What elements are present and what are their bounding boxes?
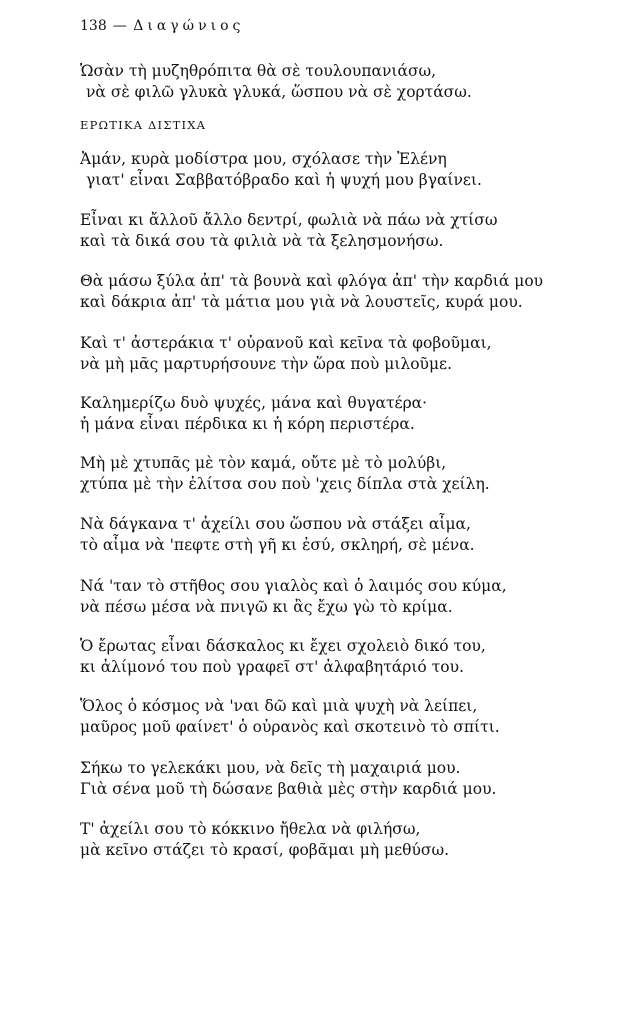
couplet-5 (80, 393, 620, 435)
couplet-11 (80, 758, 620, 800)
couplet-line-1: Καὶ τ' ἀστεράκια τ' οὐρανοῦ καὶ κεῖνα τὰ φοβοῦμαι, (80, 334, 492, 352)
couplet-line-1: Καλημερίζω δυὸ ψυχές, μάνα καὶ θυγατέρα· (80, 394, 428, 412)
couplet-line-2: ἡ μάνα εἶναι πέρδικα κι ἡ κόρη περιστέρα. (80, 415, 415, 433)
couplet-2 (80, 210, 620, 252)
couplet-line-2: χτύπα μὲ τὴν ἐλίτσα σου ποὺ 'χεις δίπλα στὰ χείλη. (80, 475, 490, 493)
couplet-line-2: κι ἀλίμονό του ποὺ γραφεῖ στ' ἀλφαβητάριό του. (80, 658, 464, 676)
couplet-line-2: μαῦρος μοῦ φαίνετ' ὁ οὐρανὸς καὶ σκοτεινὸ τὸ σπίτι. (80, 718, 500, 736)
couplet-1 (80, 149, 620, 191)
couplet-line-2: νὰ πέσω μέσα νὰ πνιγῶ κι ἂς ἔχω γὼ τὸ κρίμα. (80, 598, 453, 616)
intro-couplet-line-1: Ὡσὰν τὴ μυζηθρόπιτα θὰ σὲ τουλουπανιάσω, (80, 62, 437, 80)
book-title: Διαγώνιος (133, 18, 245, 34)
couplet-10 (80, 696, 620, 738)
couplet-8 (80, 576, 620, 618)
couplet-9 (80, 636, 620, 678)
couplet-line-1: Ὅλος ὁ κόσμος νὰ 'ναι δῶ καὶ μιὰ ψυχὴ νὰ λείπει, (80, 697, 478, 715)
couplet-line-2: νὰ μὴ μᾶς μαρτυρήσουνε τὴν ὥρα ποὺ μιλοῦμε. (80, 355, 452, 373)
couplet-line-1: Τ' ἀχείλι σου τὸ κόκκινο ἤθελα νὰ φιλήσω, (80, 820, 421, 838)
couplet-line-1: Νὰ δάγκανα τ' ἀχείλι σου ὥσπου νὰ στάξει αἷμα, (80, 515, 471, 533)
page-number: 138 (80, 18, 107, 34)
header-separator: — (112, 18, 128, 34)
couplet-line-1: Ἀμάν, κυρὰ μοδίστρα μου, σχόλασε τὴν Ἑλένη (80, 150, 447, 168)
couplet-line-1: Θὰ μάσω ξύλα ἀπ' τὰ βουνὰ καὶ φλόγα ἀπ' τὴν καρδιά μου (80, 272, 544, 290)
couplet-4 (80, 333, 620, 375)
couplet-line-2: μὰ κεῖνο στάζει τὸ κρασί, φοβᾶμαι μὴ μεθύσω. (80, 841, 450, 859)
couplet-line-2: τὸ αἷμα νὰ 'πεφτε στὴ γῆ κι ἐσύ, σκληρή, σὲ μένα. (80, 536, 475, 554)
couplet-line-2: γιατ' εἶναι Σαββατόβραδο καὶ ἡ ψυχή μου βγαίνει. (86, 171, 482, 189)
couplet-line-1: Ὁ ἔρωτας εἶναι δάσκαλος κι ἔχει σχολειὸ δικό του, (80, 637, 486, 655)
couplet-6 (80, 453, 620, 495)
intro-couplet-line-2: νὰ σὲ φιλῶ γλυκὰ γλυκά, ὥσπου νὰ σὲ χορτάσω. (86, 83, 472, 101)
couplet-line-1: Μὴ μὲ χτυπᾶς μὲ τὸν καμά, οὔτε μὲ τὸ μολύβι, (80, 454, 447, 472)
couplet-line-1: Νά 'ταν τὸ στῆθος σου γιαλὸς καὶ ὁ λαιμός σου κύμα, (80, 577, 507, 595)
section-heading: ΕΡΩΤΙΚΑ ΔΙΣΤΙΧΑ (80, 118, 207, 132)
couplet-12 (80, 819, 620, 861)
couplet-line-1: Σήκω το γελεκάκι μου, νὰ δεῖς τὴ μαχαιριά μου. (80, 759, 461, 777)
couplet-line-1: Εἶναι κι ἄλλοῦ ἄλλο δεντρί, φωλιὰ νὰ πάω νὰ χτίσω (80, 211, 498, 229)
couplet-7 (80, 514, 620, 556)
running-head (80, 18, 244, 34)
couplet-3 (80, 271, 620, 313)
couplet-line-2: καὶ τὰ δικά σου τὰ φιλιὰ νὰ τὰ ξελησμονήσω. (80, 232, 444, 250)
couplet-line-2: Γιὰ σένα μοῦ τὴ δώσανε βαθιὰ μὲς στὴν καρδιά μου. (80, 780, 497, 798)
intro-couplet (80, 61, 620, 103)
couplet-line-2: καὶ δάκρια ἀπ' τὰ μάτια μου γιὰ νὰ λουστεῖς, κυρά μου. (80, 293, 523, 311)
